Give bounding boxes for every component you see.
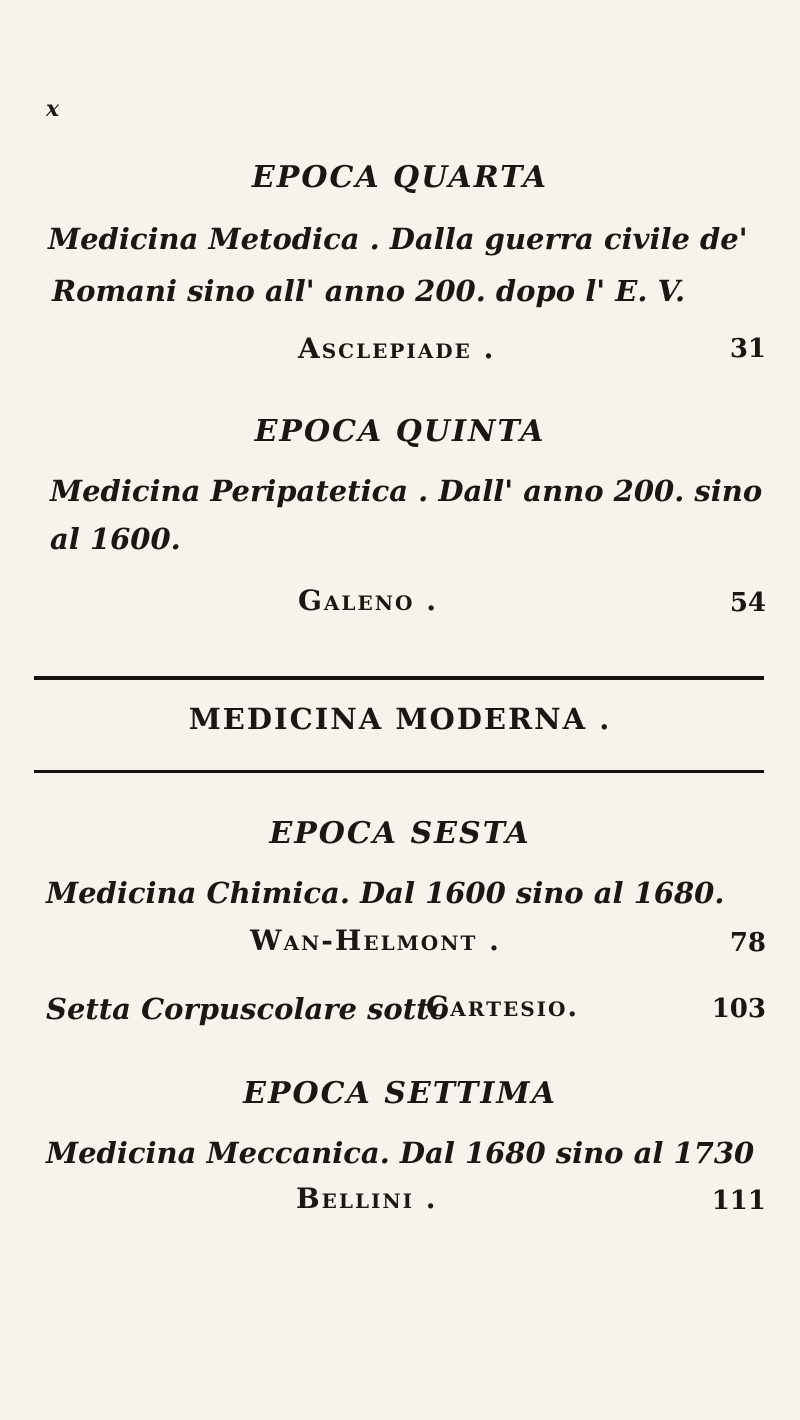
section-title: MEDICINA MODERNA . (188, 702, 612, 736)
bottom-rule (34, 770, 764, 773)
epoch6-author2: Cartesio. (426, 990, 580, 1023)
epoch5-heading: EPOCA QUINTA (254, 414, 546, 449)
epoch7-page: 111 (711, 1186, 766, 1216)
page-number: x (46, 96, 60, 122)
epoch6-page2: 103 (711, 994, 766, 1024)
epoch7-heading: EPOCA SETTIMA (243, 1076, 557, 1111)
epoch4-heading: EPOCA QUARTA (251, 160, 549, 195)
epoch6-page: 78 (729, 928, 766, 958)
epoch4-page: 31 (729, 334, 766, 364)
epoch5-line1: Medicina Peripatetica . Dall' anno 200. sino (50, 474, 763, 508)
epoch4-line2: Romani sino all' anno 200. dopo l' E. V. (52, 274, 686, 308)
epoch6-heading: EPOCA SESTA (269, 816, 531, 851)
epoch4-author: Asclepiade . (298, 332, 496, 365)
epoch7-author: Bellini . (296, 1182, 438, 1215)
epoch5-line2: al 1600. (50, 522, 181, 556)
epoch6-line2: Setta Corpuscolare sotto (46, 992, 449, 1026)
epoch6-line1: Medicina Chimica. Dal 1600 sino al 1680. (46, 876, 725, 910)
epoch5-page: 54 (729, 588, 766, 618)
top-rule (34, 676, 764, 680)
epoch6-author: Wan-Helmont . (250, 924, 501, 957)
epoch4-line1: Medicina Metodica . Dalla guerra civile de' (48, 222, 748, 256)
epoch7-line1: Medicina Meccanica. Dal 1680 sino al 1730 (46, 1136, 755, 1170)
epoch5-author: Galeno . (298, 584, 438, 617)
